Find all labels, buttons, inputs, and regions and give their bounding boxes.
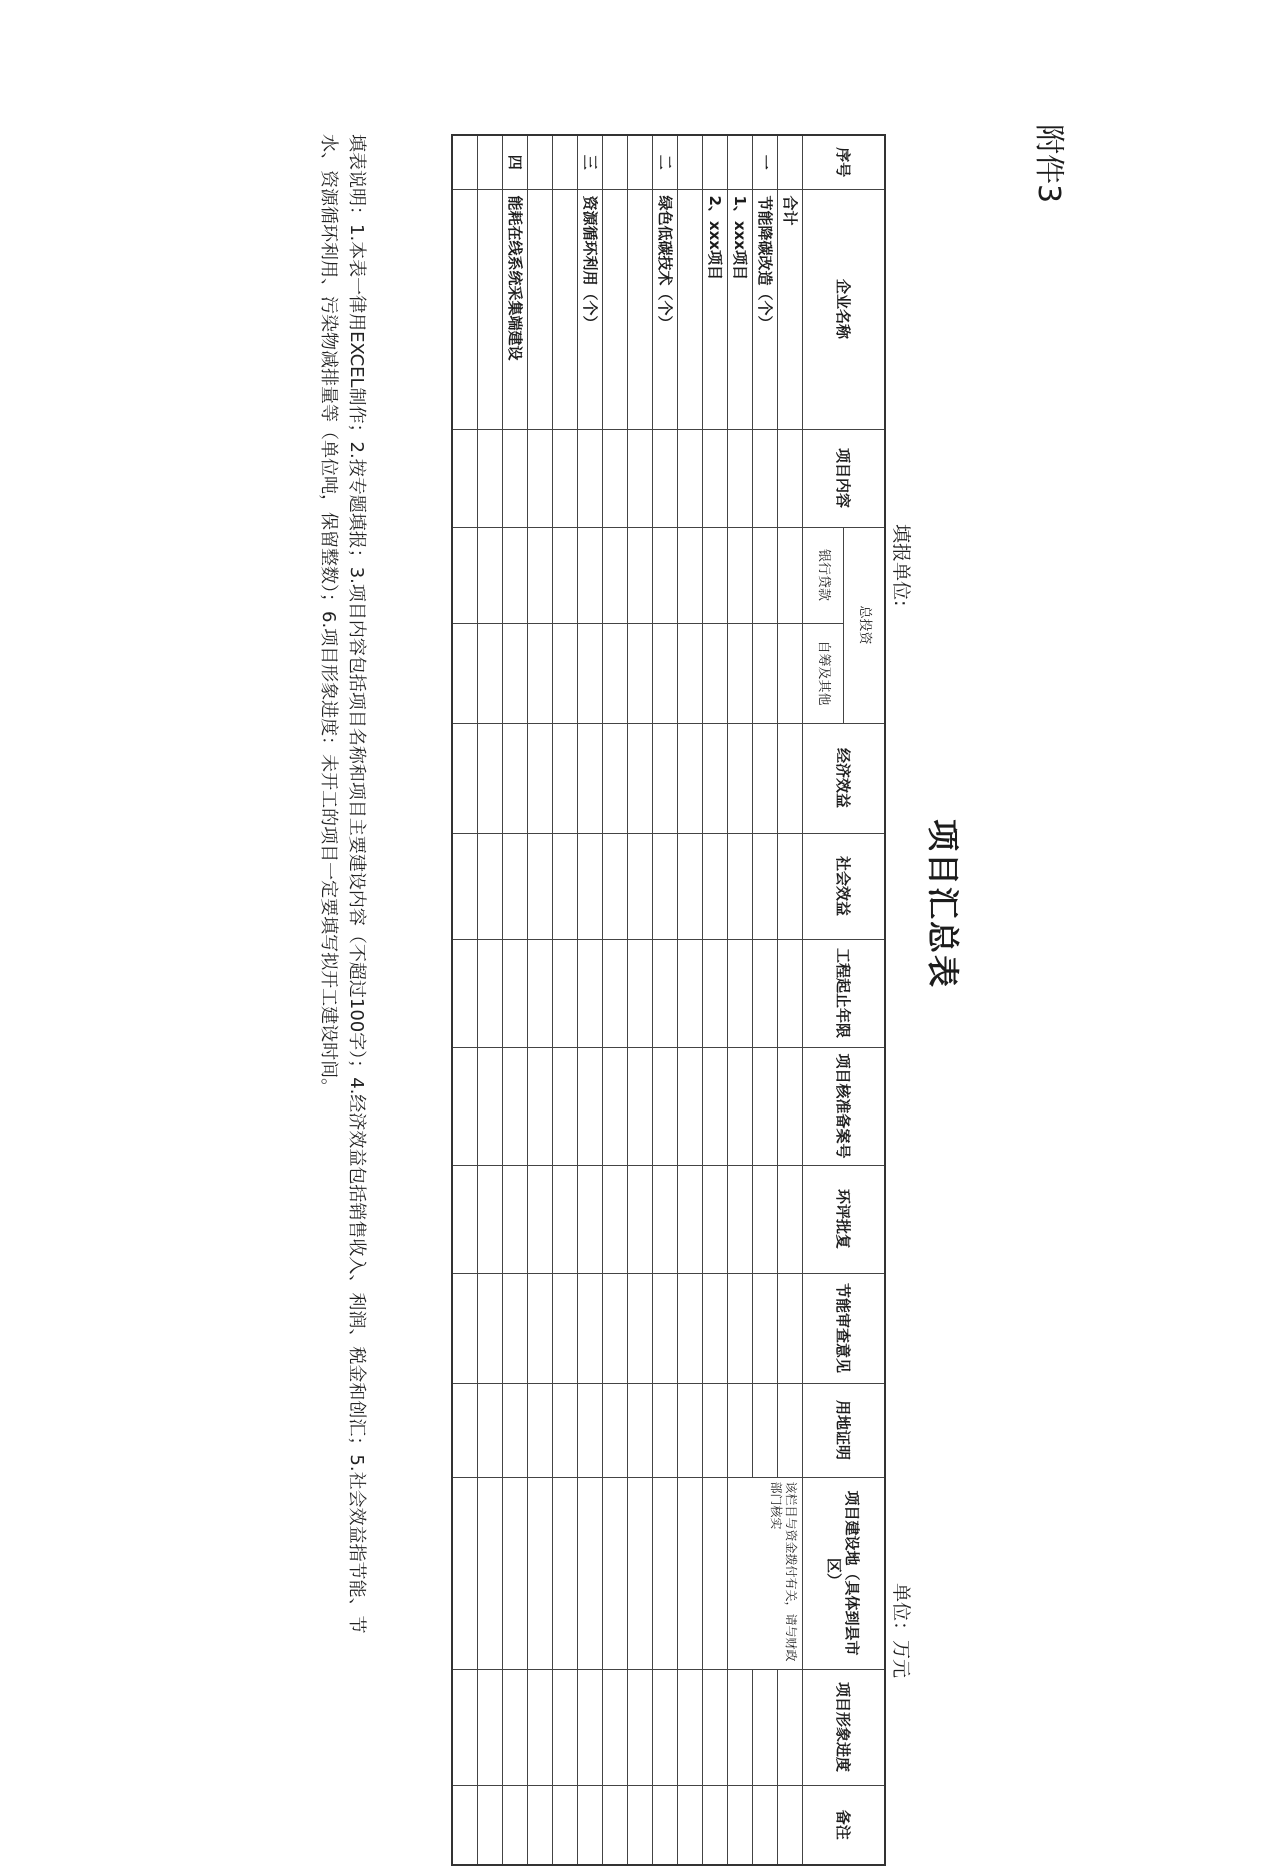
header-location: 项目建设地（具体到县市区） <box>803 1477 886 1669</box>
filling-instructions: 填表说明：1.本表一律用EXCEL制作；2.按专题填报；3.项目内容包括项目名称和项目主要建设内容（不超过100字）；4.经济效益包括销售收入、利润、税金和创汇；5.社会效益指节能、节水、资源循环利用、污染物减排量等（单位吨，保留整数）；6.项目形象进度：未开工的项目一定要填写拟开工建设时间。 <box>318 134 367 1634</box>
summary-table <box>451 134 886 1866</box>
header-content: 项目内容 <box>803 429 886 527</box>
header-eia: 环评批复 <box>803 1165 886 1273</box>
table-row <box>452 135 478 1865</box>
header-land: 用地证明 <box>803 1383 886 1477</box>
cell-name <box>528 189 553 429</box>
cell-seq <box>778 135 803 189</box>
cell-seq <box>452 135 478 189</box>
cell-name <box>628 189 653 429</box>
cell-name: 节能降碳改造（个） <box>753 189 778 429</box>
table-row <box>678 135 703 1865</box>
table-row <box>578 135 603 1865</box>
cell-name: 资源循环利用（个） <box>578 189 603 429</box>
cell-name <box>452 189 478 429</box>
cell-seq: 四 <box>503 135 528 189</box>
header-progress: 项目形象进度 <box>803 1669 886 1785</box>
cell-name: 1、xxx项目 <box>728 189 753 429</box>
cell-seq <box>553 135 578 189</box>
header-remark: 备注 <box>803 1785 886 1865</box>
table-row <box>653 135 678 1865</box>
cell-name <box>553 189 578 429</box>
attachment-label: 附件3 <box>1031 124 1066 204</box>
table-row <box>553 135 578 1865</box>
header-social: 社会效益 <box>803 833 886 939</box>
cell-seq <box>478 135 503 189</box>
header-total-invest: 总投资 <box>844 527 886 723</box>
cell-name <box>603 189 628 429</box>
header-econ: 经济效益 <box>803 723 886 833</box>
table-title: 项目汇总表 <box>924 818 962 989</box>
header-bank-loan: 银行贷款 <box>803 527 844 623</box>
rotated-sheet <box>160 104 1120 1840</box>
cell-seq: 三 <box>578 135 603 189</box>
table-row <box>528 135 553 1865</box>
table-body <box>452 135 803 1865</box>
header-row-1 <box>844 135 886 1865</box>
table-row <box>703 135 728 1865</box>
header-period: 工程起止年限 <box>803 939 886 1047</box>
cell-seq <box>703 135 728 189</box>
table-row <box>503 135 528 1865</box>
cell-seq: 一 <box>753 135 778 189</box>
table-row <box>603 135 628 1865</box>
header-approval-no: 项目核准备案号 <box>803 1047 886 1165</box>
cell-seq <box>678 135 703 189</box>
cell-seq <box>728 135 753 189</box>
location-note: 该栏目与资金拨付有关，请与财政部门核实 <box>728 1477 803 1669</box>
header-self-raised: 自筹及其他 <box>803 623 844 723</box>
header-company: 企业名称 <box>803 189 886 429</box>
table-row <box>778 135 803 1865</box>
table-row <box>628 135 653 1865</box>
reporting-unit-label: 填报单位: <box>890 524 912 607</box>
cell-seq <box>628 135 653 189</box>
cell-name: 能耗在线系统采集端建设 <box>503 189 528 429</box>
cell-seq <box>528 135 553 189</box>
currency-unit-label: 单位：万元 <box>890 1582 912 1678</box>
cell-name <box>678 189 703 429</box>
cell-name: 2、xxx项目 <box>703 189 728 429</box>
cell-name: 绿色低碳技术（个） <box>653 189 678 429</box>
cell-name <box>478 189 503 429</box>
cell-seq: 二 <box>653 135 678 189</box>
cell-name: 合计 <box>778 189 803 429</box>
header-energy-review: 节能审查意见 <box>803 1273 886 1383</box>
header-seq: 序号 <box>803 135 886 189</box>
table-row <box>478 135 503 1865</box>
cell-seq <box>603 135 628 189</box>
